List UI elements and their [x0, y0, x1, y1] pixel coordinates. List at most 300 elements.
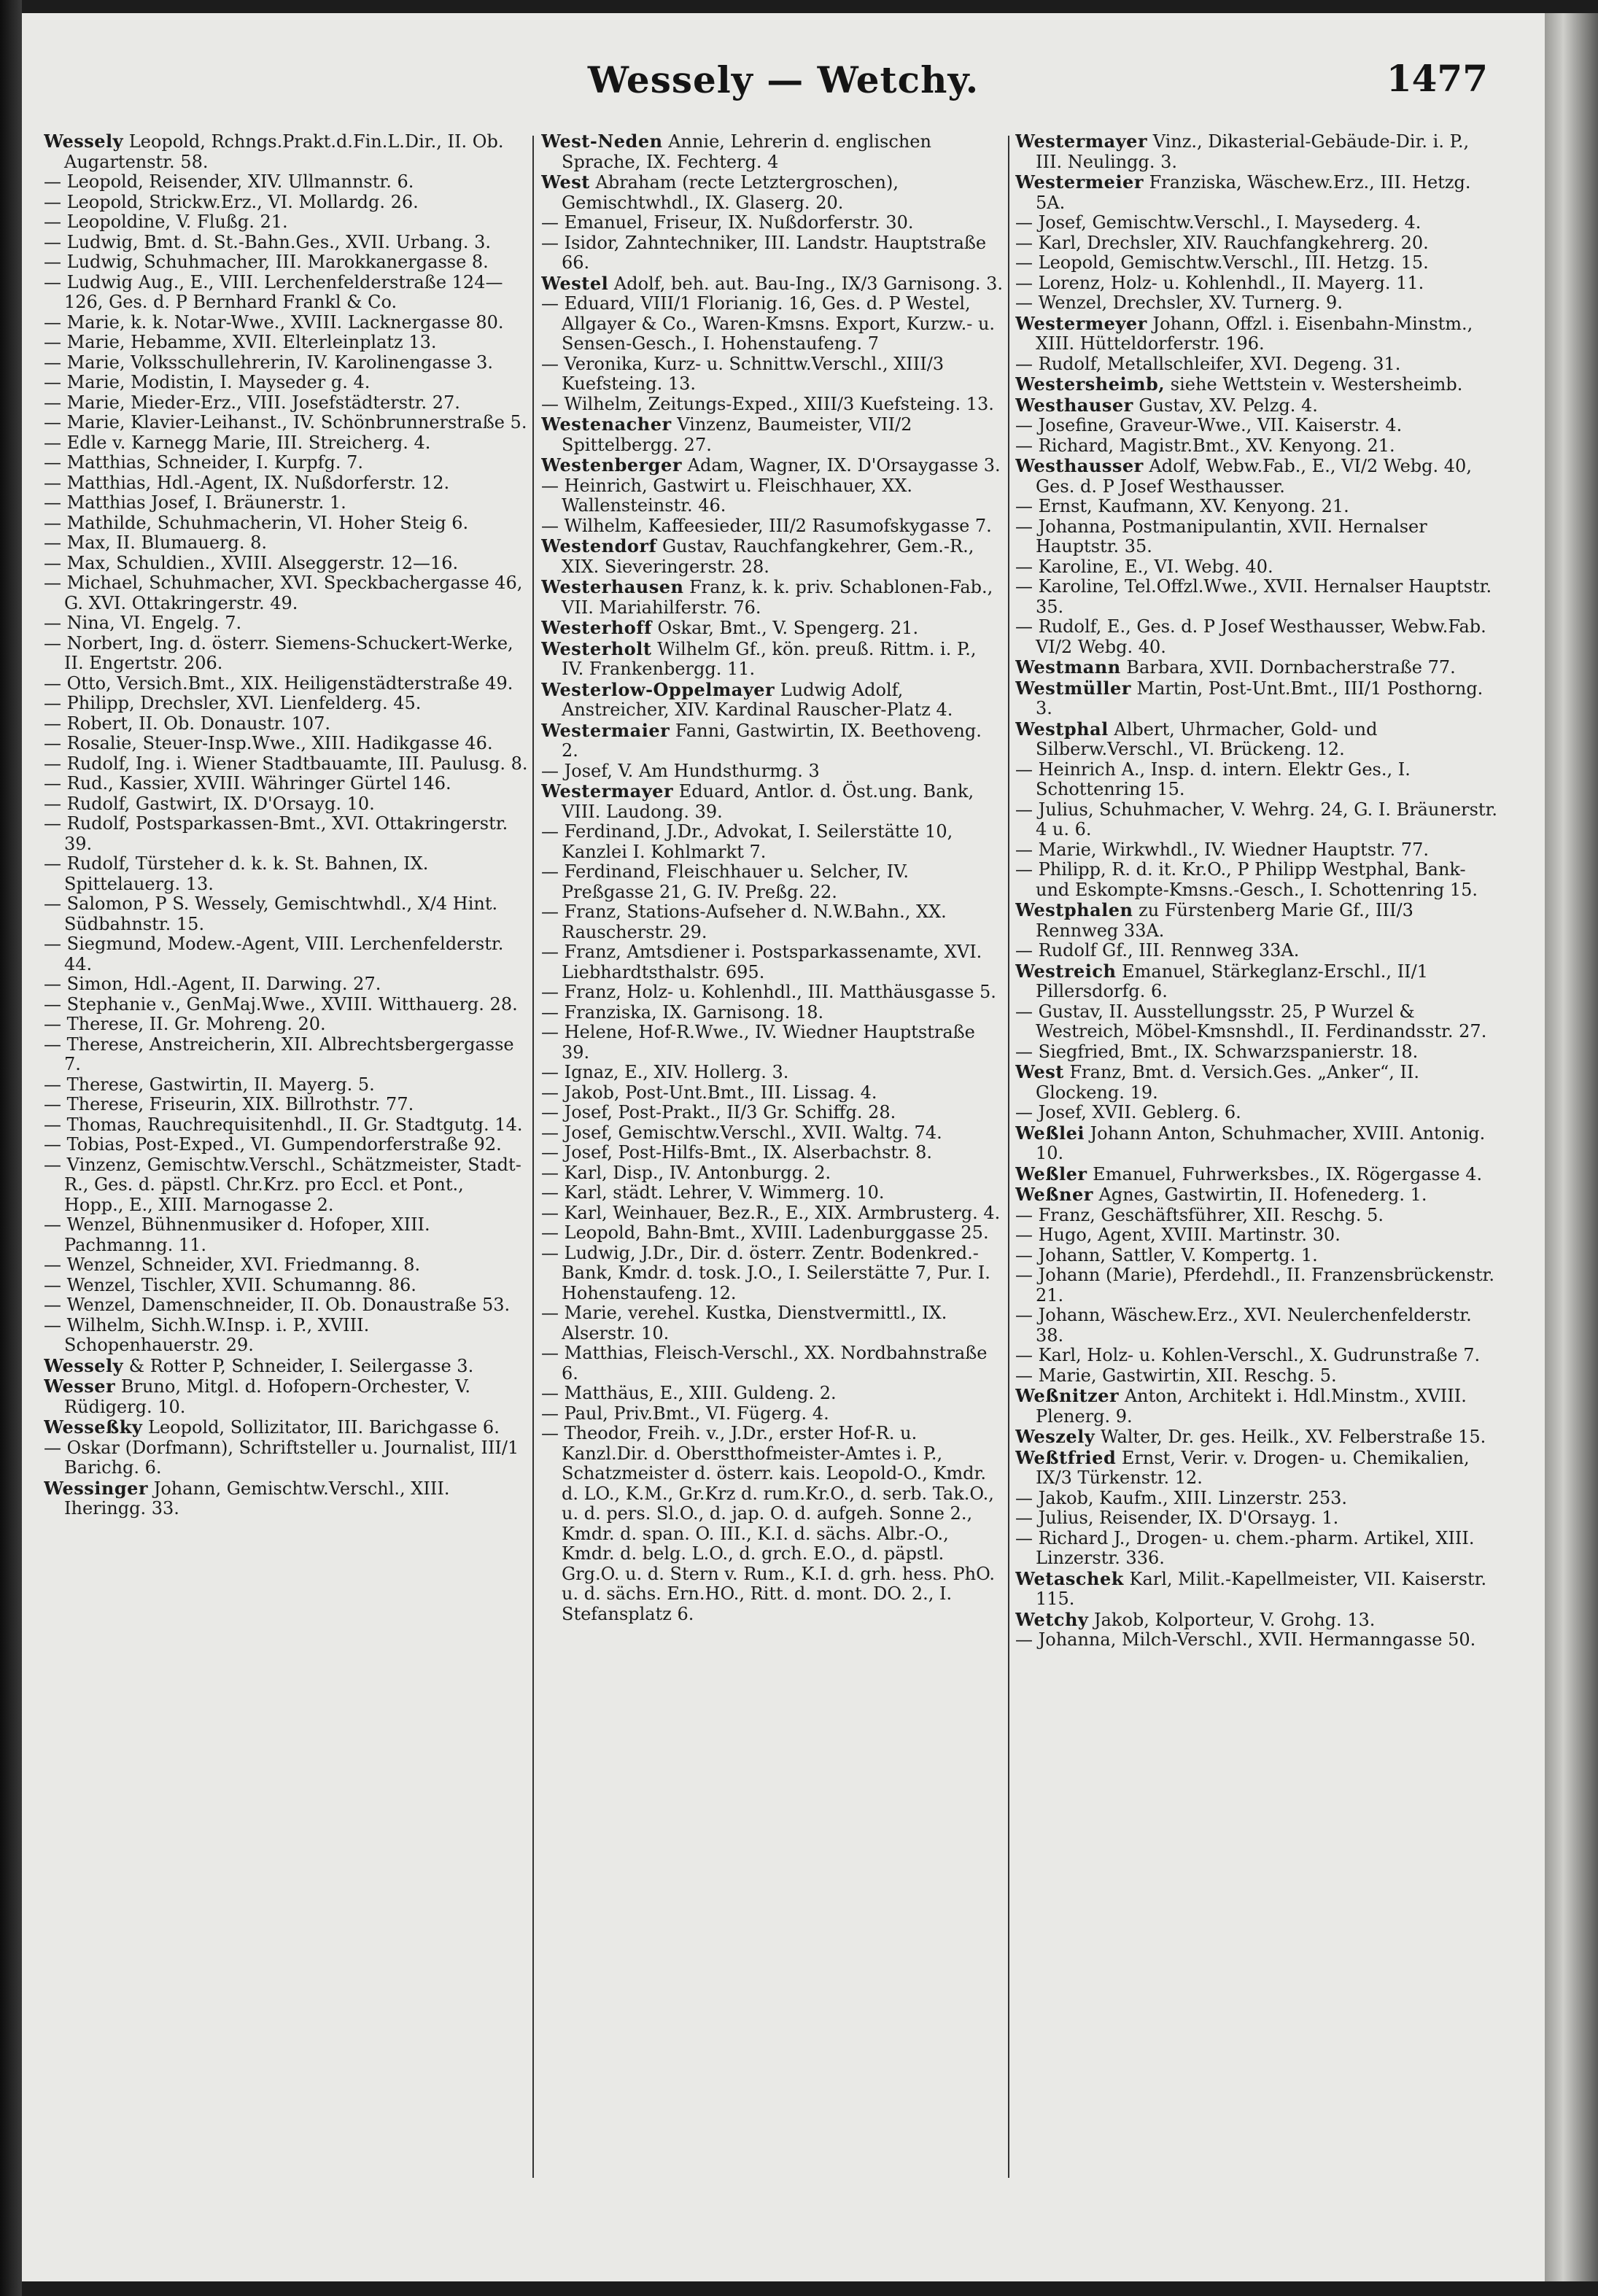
entry-text: — Siegfried, Bmt., IX. Schwarzspanierstr. 18.: [1015, 1041, 1419, 1062]
entry-text: — Gustav, II. Ausstellungsstr. 25, P Wurzel & Westreich, Möbel-Kmsnshdl., II. Ferdinandsstr. 27.: [1015, 1001, 1487, 1042]
entry-text: Johann Anton, Schuhmacher, XVIII. Antonig. 10.: [1036, 1122, 1486, 1163]
entry-text: — Paul, Priv.Bmt., VI. Fügerg. 4.: [541, 1403, 829, 1424]
entry-text: — Wenzel, Bühnenmusiker d. Hofoper, XIII. Pachmanng. 11.: [44, 1214, 430, 1255]
directory-entry: [541, 294, 1004, 354]
directory-entry: [541, 414, 1004, 455]
entry-text: & Rotter P, Schneider, I. Seilergasse 3.: [128, 1355, 474, 1376]
directory-entry: [541, 476, 1004, 516]
directory-entry: [541, 639, 1004, 680]
directory-entry: [44, 1356, 528, 1377]
directory-entry: [1015, 416, 1498, 436]
directory-entry: [541, 1143, 1004, 1163]
directory-entry: [541, 781, 1004, 822]
directory-page: [22, 13, 1545, 2281]
directory-entry: [1015, 274, 1498, 294]
entry-text: Adam, Wagner, IX. D'Orsaygasse 3.: [687, 455, 1001, 476]
directory-entry: [44, 573, 528, 613]
directory-entry: [1015, 1386, 1498, 1427]
entry-text: — Therese, II. Gr. Mohreng. 20.: [44, 1014, 326, 1034]
surname-heading: Westerlow-Oppelmayer: [541, 678, 775, 700]
entry-text: — Marie, Hebamme, XVII. Elterleinplatz 13.: [44, 332, 437, 352]
directory-entry: [1015, 1103, 1498, 1123]
entry-text: — Ernst, Kaufmann, XV. Kenyong. 21.: [1015, 496, 1349, 516]
directory-entry: [541, 1183, 1004, 1203]
directory-entry: [541, 1083, 1004, 1104]
directory-entry: [1015, 233, 1498, 254]
directory-entry: [1015, 1265, 1498, 1306]
entry-text: Emanuel, Stärkeglanz-Erschl., II/1 Pillersdorfg. 6.: [1036, 961, 1429, 1001]
page-edge: [1545, 13, 1598, 2281]
directory-entry: [1015, 1184, 1498, 1206]
directory-entry: [541, 577, 1004, 618]
directory-entry: [44, 131, 528, 172]
entry-text: — Karl, Disp., IV. Antonburgg. 2.: [541, 1162, 831, 1183]
directory-entry: [44, 172, 528, 193]
directory-entry: [1015, 800, 1498, 840]
directory-entry: [44, 734, 528, 754]
entry-text: — Wenzel, Damenschneider, II. Ob. Donaustraße 53.: [44, 1295, 511, 1315]
entry-text: — Norbert, Ing. d. österr. Siemens-Schuckert-Werke, II. Engertstr. 206.: [44, 632, 513, 673]
directory-entry: [1015, 1042, 1498, 1063]
entry-text: siehe Wettstein v. Westersheimb.: [1170, 374, 1463, 395]
directory-entry: [44, 353, 528, 373]
entry-text: — Hugo, Agent, XVIII. Martinstr. 30.: [1015, 1225, 1341, 1245]
directory-entry: [44, 1075, 528, 1095]
entry-text: Vinzenz, Baumeister, VII/2 Spittelbergg. 27.: [562, 414, 912, 455]
directory-entry: [541, 761, 1004, 782]
entry-text: — Emanuel, Friseur, IX. Nußdorferstr. 30.: [541, 212, 914, 233]
entry-text: Adolf, beh. aut. Bau-Ing., IX/3 Garnisong. 3.: [613, 273, 1004, 294]
entry-text: — Marie, k. k. Notar-Wwe., XVIII. Lacknergasse 80.: [44, 311, 504, 333]
surname-heading: Westel: [541, 272, 609, 294]
entry-text: — Therese, Friseurin, XIX. Billrothstr. 77.: [44, 1094, 414, 1114]
surname-heading: Westermayer: [541, 780, 674, 802]
directory-entry: [44, 554, 528, 574]
directory-entry: [44, 934, 528, 974]
directory-entry: [541, 536, 1004, 577]
surname-heading: Weszely: [1015, 1426, 1095, 1447]
directory-entry: [1015, 497, 1498, 517]
directory-entry: [44, 1115, 528, 1136]
entry-text: — Julius, Reisender, IX. D'Orsayg. 1.: [1015, 1508, 1339, 1528]
entry-text: Leopold, Sollizitator, III. Barichgasse 6.: [148, 1417, 500, 1438]
book-spine-shadow: [0, 0, 22, 2296]
directory-entry: [44, 774, 528, 794]
directory-entry: [44, 1035, 528, 1075]
surname-heading: Westermayer: [1015, 131, 1148, 152]
directory-entry: [44, 814, 528, 854]
entry-text: — Leopold, Strickw.Erz., VI. Mollardg. 26.: [44, 191, 419, 212]
directory-entry: [44, 1316, 528, 1356]
directory-entry: [1015, 1630, 1498, 1651]
directory-entry: [44, 1155, 528, 1216]
entry-text: — Salomon, P S. Wessely, Gemischtwhdl., X/4 Hint. Südbahnstr. 15.: [44, 893, 498, 934]
directory-entry: [44, 1417, 528, 1438]
surname-heading: Westersheimb,: [1015, 373, 1165, 395]
directory-entry: [541, 354, 1004, 395]
entry-text: — Josefine, Graveur-Wwe., VII. Kaiserstr. 4.: [1015, 415, 1403, 435]
directory-entry: [44, 1438, 528, 1478]
directory-entry: [541, 618, 1004, 639]
directory-entry: [541, 721, 1004, 761]
directory-entry: [541, 822, 1004, 862]
entry-text: — Rud., Kassier, XVIII. Währinger Gürtel 146.: [44, 773, 451, 794]
surname-heading: Wesseßky: [44, 1416, 143, 1438]
directory-entry: [44, 453, 528, 473]
entry-text: — Josef, Gemischtw.Verschl., XVII. Waltg. 74.: [541, 1122, 942, 1143]
entry-text: Franz, Bmt. d. Versich.Ges. „Anker“, II. Glockeng. 19.: [1036, 1062, 1420, 1103]
surname-heading: Weßler: [1015, 1163, 1087, 1184]
entry-text: — Isidor, Zahntechniker, III. Landstr. Hauptstraße 66.: [541, 232, 987, 273]
directory-entry: [541, 1343, 1004, 1384]
directory-entry: [541, 1103, 1004, 1123]
entry-text: Johann, Gemischtw.Verschl., XIII. Iheringg. 33.: [64, 1478, 450, 1519]
directory-entry: [541, 172, 1004, 213]
entry-text: Abraham (recte Letztergroschen), Gemischtwhdl., IX. Glaserg. 20.: [562, 172, 899, 213]
directory-entry: [1015, 213, 1498, 233]
entry-text: Barbara, XVII. Dornbacherstraße 77.: [1126, 657, 1456, 678]
directory-entry: [44, 373, 528, 393]
entry-text: — Wilhelm, Sichh.W.Insp. i. P., XVIII. Schopenhauerstr. 29.: [44, 1314, 370, 1355]
directory-entry: [541, 680, 1004, 721]
directory-entry: [44, 212, 528, 233]
directory-entry: [44, 333, 528, 353]
entry-text: — Ludwig Aug., E., VIII. Lerchenfelderstraße 124—126, Ges. d. P Bernhard Frankl & Co.: [44, 271, 503, 312]
entry-text: — Philipp, R. d. it. Kr.O., P Philipp Westphal, Bank- und Eskompte-Kmsns.-Gesch., I. Schottenring 15.: [1015, 859, 1478, 900]
surname-heading: Wessely: [44, 131, 124, 152]
entry-text: — Richard, Magistr.Bmt., XV. Kenyong. 21.: [1015, 435, 1395, 456]
entry-text: — Rudolf, Postsparkassen-Bmt., XVI. Ottakringerstr. 39.: [44, 813, 508, 854]
entry-text: — Leopoldine, V. Flußg. 21.: [44, 212, 288, 232]
entry-text: Ernst, Verir. v. Drogen- u. Chemikalien, IX/3 Türkenstr. 12.: [1036, 1447, 1470, 1488]
directory-entry: [541, 455, 1004, 476]
directory-entry: [1015, 1206, 1498, 1226]
surname-heading: Westreich: [1015, 960, 1117, 982]
entry-text: — Johanna, Milch-Verschl., XVII. Hermanngasse 50.: [1015, 1629, 1476, 1650]
directory-entry: [541, 395, 1004, 415]
directory-entry: [44, 493, 528, 513]
entry-text: — Wenzel, Schneider, XVI. Friedmanng. 8.: [44, 1254, 421, 1275]
surname-heading: Westerhoff: [541, 617, 652, 638]
surname-heading: Westermeyer: [1015, 312, 1147, 334]
directory-entry: [541, 213, 1004, 233]
directory-entry: [1015, 1427, 1498, 1448]
entry-text: — Ludwig, J.Dr., Dir. d. österr. Zentr. Bodenkred.-Bank, Kmdr. d. tosk. J.O., I. Seilerstätte 7, Pur. I. Hohenstaufeng. 12.: [541, 1242, 990, 1303]
entry-text: Oskar, Bmt., V. Spengerg. 21.: [657, 618, 919, 638]
entry-text: — Marie, Modistin, I. Mayseder g. 4.: [44, 372, 371, 392]
directory-entry: [44, 473, 528, 494]
directory-entry: [1015, 1508, 1498, 1529]
surname-heading: Westermaier: [541, 719, 670, 741]
directory-entry: [541, 1003, 1004, 1023]
directory-entry: [541, 1123, 1004, 1144]
directory-entry: [541, 1023, 1004, 1063]
directory-entry: [541, 1404, 1004, 1424]
entry-text: — Franziska, IX. Garnisong. 18.: [541, 1001, 824, 1023]
surname-heading: Weßnitzer: [1015, 1385, 1120, 1406]
entry-text: — Robert, II. Ob. Donaustr. 107.: [44, 713, 331, 734]
directory-entry: [1015, 1346, 1498, 1366]
directory-entry: [44, 313, 528, 333]
entry-text: Wilhelm Gf., kön. preuß. Rittm. i. P., IV. Frankenbergg. 11.: [562, 638, 977, 679]
entry-text: — Julius, Schuhmacher, V. Wehrg. 24, G. I. Bräunerstr. 4 u. 6.: [1015, 799, 1498, 839]
directory-entry: [44, 974, 528, 995]
entry-text: — Karl, Holz- u. Kohlen-Verschl., X. Gudrunstraße 7.: [1015, 1345, 1481, 1365]
entry-text: — Karl, Drechsler, XIV. Rauchfangkehrerg. 20.: [1015, 232, 1429, 253]
page-number: 1477: [1386, 57, 1488, 100]
directory-entry: [1015, 456, 1498, 497]
directory-entry: [44, 1276, 528, 1296]
entry-text: — Oskar (Dorfmann), Schriftsteller u. Journalist, III/1 Barichg. 6.: [44, 1437, 519, 1478]
surname-heading: Westendorf: [541, 535, 657, 556]
entry-text: — Rosalie, Steuer-Insp.Wwe., XIII. Hadikgasse 46.: [44, 733, 493, 753]
directory-entry: [44, 193, 528, 213]
entry-text: — Matthäus, E., XIII. Guldeng. 2.: [541, 1383, 837, 1403]
entry-text: Martin, Post-Unt.Bmt., III/1 Posthorng. 3.: [1036, 678, 1483, 718]
directory-entry: [1015, 1569, 1498, 1610]
directory-entry: [1015, 678, 1498, 719]
entry-text: — Josef, V. Am Hundsthurmg. 3: [541, 760, 820, 781]
directory-entry: [1015, 1448, 1498, 1489]
surname-heading: Wetaschek: [1015, 1567, 1124, 1589]
directory-entry: [44, 1255, 528, 1276]
entry-text: — Leopold, Bahn-Bmt., XVIII. Ladenburggasse 25.: [541, 1222, 989, 1243]
entry-text: — Michael, Schuhmacher, XVI. Speckbachergasse 46, G. XVI. Ottakringerstr. 49.: [44, 573, 523, 613]
entry-text: — Leopold, Gemischtw.Verschl., III. Hetzg. 15.: [1015, 252, 1429, 273]
entry-text: Johann, Offzl. i. Eisenbahn-Minstm., XIII. Hütteldorferstr. 196.: [1036, 313, 1473, 354]
entry-text: Walter, Dr. ges. Heilk., XV. Felberstraße 15.: [1100, 1427, 1486, 1447]
entry-text: — Richard J., Drogen- u. chem.-pharm. Artikel, XIII. Linzerstr. 336.: [1015, 1527, 1475, 1568]
directory-entry: [44, 513, 528, 534]
entry-text: — Helene, Hof-R.Wwe., IV. Wiedner Hauptstraße 39.: [541, 1022, 975, 1063]
surname-heading: Westerholt: [541, 637, 652, 659]
directory-entry: [44, 433, 528, 454]
entry-text: Emanuel, Fuhrwerksbes., IX. Rögergasse 4.: [1093, 1163, 1483, 1184]
directory-entry: [541, 862, 1004, 902]
directory-entry: [44, 1015, 528, 1035]
entry-text: — Heinrich A., Insp. d. intern. Elektr Ges., I. Schottenring 15.: [1015, 759, 1411, 799]
surname-heading: Westermeier: [1015, 171, 1144, 193]
entry-text: — Rudolf, Ing. i. Wiener Stadtbauamte, III. Paulusg. 8.: [44, 753, 528, 774]
directory-entry: [44, 714, 528, 734]
entry-text: — Wilhelm, Zeitungs-Exped., XIII/3 Kuefsteing. 13.: [541, 393, 994, 414]
directory-entry: [541, 516, 1004, 537]
directory-entry: [1015, 1489, 1498, 1509]
directory-entry: [44, 1215, 528, 1255]
entry-text: — Matthias, Hdl.-Agent, IX. Nußdorferstr. 12.: [44, 472, 450, 493]
column-3: [1015, 131, 1498, 2195]
entry-text: — Rudolf Gf., III. Rennweg 33A.: [1015, 940, 1300, 961]
directory-entry: [1015, 719, 1498, 760]
directory-entry: [1015, 395, 1498, 416]
entry-text: Anton, Architekt i. Hdl.Minstm., XVIII. Plenerg. 9.: [1036, 1386, 1467, 1427]
surname-heading: Weßlei: [1015, 1122, 1085, 1144]
entry-text: — Otto, Versich.Bmt., XIX. Heiligenstädterstraße 49.: [44, 672, 513, 694]
directory-entry: [541, 1203, 1004, 1224]
entry-text: Gustav, Rauchfangkehrer, Gem.-R., XIX. Sieveringerstr. 28.: [562, 536, 974, 577]
directory-entry: [1015, 900, 1498, 941]
directory-entry: [541, 1244, 1004, 1304]
entry-text: Vinz., Dikasterial-Gebäude-Dir. i. P., III. Neulingg. 3.: [1036, 131, 1470, 172]
directory-entry: [1015, 941, 1498, 961]
surname-heading: Westenacher: [541, 414, 672, 435]
entry-text: — Rudolf, Türsteher d. k. k. St. Bahnen, IX. Spittelauerg. 13.: [44, 853, 429, 894]
surname-heading: Weßtfried: [1015, 1446, 1117, 1468]
entry-text: — Franz, Geschäftsführer, XII. Reschg. 5.: [1015, 1204, 1384, 1225]
directory-entry: [1015, 314, 1498, 354]
directory-entry: [1015, 760, 1498, 800]
surname-heading: Westphal: [1015, 718, 1109, 740]
entry-text: Fanni, Gastwirtin, IX. Beethoveng. 2.: [562, 720, 982, 761]
directory-entry: [541, 942, 1004, 982]
directory-entry: [1015, 1123, 1498, 1164]
surname-heading: Westmüller: [1015, 677, 1131, 699]
column-divider: [1008, 136, 1009, 2178]
directory-entry: [1015, 374, 1498, 395]
directory-entry: [1015, 1610, 1498, 1631]
entry-text: — Marie, Gastwirtin, XII. Reschg. 5.: [1015, 1365, 1337, 1386]
directory-entry: [44, 1095, 528, 1115]
entry-text: — Ludwig, Schuhmacher, III. Marokkanergasse 8.: [44, 252, 489, 272]
directory-entry: [541, 1424, 1004, 1624]
entry-text: — Karoline, E., VI. Webg. 40.: [1015, 556, 1273, 577]
entry-text: Bruno, Mitgl. d. Hofopern-Orchester, V. Rüdigerg. 10.: [64, 1376, 470, 1417]
entry-text: — Rudolf, Gastwirt, IX. D'Orsayg. 10.: [44, 793, 375, 814]
directory-entry: [541, 1303, 1004, 1343]
entry-text: — Josef, XVII. Geblerg. 6.: [1015, 1102, 1241, 1122]
directory-entry: [1015, 657, 1498, 678]
entry-text: Ludwig Adolf, Anstreicher, XIV. Kardinal Rauscher-Platz 4.: [562, 679, 953, 720]
surname-heading: West-Neden: [541, 131, 663, 152]
surname-heading: West: [1015, 1061, 1064, 1082]
page-title: Wessely — Wetchy.: [587, 58, 980, 101]
entry-text: — Matthias, Fleisch-Verschl., XX. Nordbahnstraße 6.: [541, 1343, 988, 1384]
entry-text: — Therese, Gastwirtin, II. Mayerg. 5.: [44, 1074, 375, 1095]
directory-entry: [44, 1376, 528, 1417]
entry-text: — Josef, Gemischtw.Verschl., I. Maysederg. 4.: [1015, 212, 1421, 233]
entry-text: — Josef, Post-Hilfs-Bmt., IX. Alserbachstr. 8.: [541, 1142, 933, 1163]
directory-entry: [44, 1478, 528, 1519]
directory-entry: [1015, 840, 1498, 861]
directory-entry: [1015, 293, 1498, 314]
entry-text: Adolf, Webw.Fab., E., VI/2 Webg. 40, Ges. d. P Josef Westhausser.: [1036, 456, 1472, 497]
surname-heading: Westhausser: [1015, 455, 1144, 476]
entry-text: — Leopold, Reisender, XIV. Ullmannstr. 6.: [44, 171, 414, 192]
surname-heading: Westphalen: [1015, 899, 1133, 920]
directory-entry: [1015, 961, 1498, 1002]
directory-entry: [1015, 436, 1498, 457]
surname-heading: Wetchy: [1015, 1608, 1089, 1630]
directory-entry: [1015, 1002, 1498, 1042]
directory-entry: [1015, 517, 1498, 557]
entry-text: — Marie, Wirkwhdl., IV. Wiedner Hauptstr. 77.: [1015, 839, 1430, 860]
directory-entry: [44, 273, 528, 313]
directory-entry: [541, 233, 1004, 274]
entry-text: — Matthias, Schneider, I. Kurpfg. 7.: [44, 452, 363, 473]
column-2: [541, 131, 1004, 2195]
directory-entry: [44, 894, 528, 934]
directory-entry: [1015, 1366, 1498, 1386]
entry-text: — Franz, Stations-Aufseher d. N.W.Bahn., XX. Rauscherstr. 29.: [541, 901, 947, 942]
directory-entry: [1015, 1164, 1498, 1185]
directory-entry: [1015, 1225, 1498, 1246]
entry-text: — Edle v. Karnegg Marie, III. Streicherg. 4.: [44, 432, 431, 453]
entry-text: — Eduard, VIII/1 Florianig. 16, Ges. d. P Westel, Allgayer & Co., Waren-Kmsns. Export, Kurzw.- u. Sensen-Gesch., I. Hohenstaufeng. 7: [541, 293, 996, 354]
directory-entry: [44, 694, 528, 714]
directory-entry: [541, 131, 1004, 172]
entry-text: — Josef, Post-Prakt., II/3 Gr. Schiffg. 28.: [541, 1102, 896, 1122]
entry-text: zu Fürstenberg Marie Gf., III/3 Rennweg 33A.: [1036, 900, 1413, 941]
entry-text: — Marie, Volksschullehrerin, IV. Karolinengasse 3.: [44, 352, 493, 373]
entry-text: — Stephanie v., GenMaj.Wwe., XVIII. Witthauerg. 28.: [44, 993, 518, 1015]
directory-entry: [541, 982, 1004, 1003]
entry-text: — Simon, Hdl.-Agent, II. Darwing. 27.: [44, 974, 381, 994]
entry-text: — Karl, Weinhauer, Bez.R., E., XIX. Armbrusterg. 4.: [541, 1202, 1001, 1223]
entry-text: — Vinzenz, Gemischtw.Verschl., Schätzmeister, Stadt-R., Ges. d. päpstl. Chr.Krz. pro Eccl. et Pont., Hopp., E., XIII. Marnogasse 2.: [44, 1154, 521, 1215]
directory-entry: [1015, 617, 1498, 657]
directory-entry: [1015, 253, 1498, 274]
directory-entry: [1015, 1306, 1498, 1346]
entry-text: — Ferdinand, J.Dr., Advokat, I. Seilerstätte 10, Kanzlei I. Kohlmarkt 7.: [541, 821, 953, 862]
entry-text: — Wenzel, Tischler, XVII. Schumanng. 86.: [44, 1274, 416, 1295]
entry-text: — Philipp, Drechsler, XVI. Lienfelderg. 45.: [44, 693, 422, 713]
entry-text: — Karl, städt. Lehrer, V. Wimmerg. 10.: [541, 1182, 885, 1203]
surname-heading: Westerhausen: [541, 576, 684, 597]
directory-entry: [44, 233, 528, 253]
directory-entry: [1015, 1246, 1498, 1266]
directory-entry: [44, 634, 528, 674]
column-1: [44, 131, 528, 2195]
directory-entry: [44, 754, 528, 775]
entry-text: — Tobias, Post-Exped., VI. Gumpendorferstraße 92.: [44, 1134, 502, 1155]
entry-text: — Johann, Sattler, V. Kompertg. 1.: [1015, 1244, 1318, 1265]
entry-text: — Wenzel, Drechsler, XV. Turnerg. 9.: [1015, 292, 1343, 313]
directory-entry: [1015, 577, 1498, 617]
entry-text: Gustav, XV. Pelzg. 4.: [1139, 395, 1318, 416]
directory-entry: [44, 413, 528, 433]
entry-text: — Karoline, Tel.Offzl.Wwe., XVII. Hernalser Hauptstr. 35.: [1015, 576, 1492, 617]
surname-heading: Wesser: [44, 1376, 116, 1397]
entry-text: — Johann (Marie), Pferdehdl., II. Franzensbrückenstr. 21.: [1015, 1265, 1494, 1306]
entry-text: Eduard, Antlor. d. Öst.ung. Bank, VIII. Laudong. 39.: [562, 781, 974, 822]
directory-entry: [1015, 172, 1498, 213]
entry-text: — Theodor, Freih. v., J.Dr., erster Hof-R. u. Kanzl.Dir. d. Oberstthofmeister-Amtes i. P., Schatzmeister d. österr. kais. Leopold-O., Kmdr. d. LO., K.M., Gr.Krz d. rum.Kr.O., d. serb. Tak.O., u. d. pers. Sl.O., d. jap. O. d. aufgeh. Sonne 2., Kmdr. d. span. O. III., K.I. d. sächs. Albr.-O., Kmdr. d. belg. L.O., d. grch. E.O., d. päpstl. Grg.O. u. d. Stern v. Rum., K.I. d. grh. hess. PhO. u. d. sächs. Ern.HO., Ritt. d. mont. DO. 2., I. Stefansplatz 6.: [541, 1423, 996, 1624]
entry-text: — Veronika, Kurz- u. Schnittw.Verschl., XIII/3 Kuefsteing. 13.: [541, 353, 945, 394]
entry-text: — Jakob, Kaufm., XIII. Linzerstr. 253.: [1015, 1487, 1348, 1508]
entry-text: — Marie, Mieder-Erz., VIII. Josefstädterstr. 27.: [44, 392, 460, 413]
entry-text: — Jakob, Post-Unt.Bmt., III. Lissag. 4.: [541, 1082, 877, 1103]
entry-text: Karl, Milit.-Kapellmeister, VII. Kaiserstr. 115.: [1036, 1568, 1487, 1609]
entry-text: Albert, Uhrmacher, Gold- und Silberw.Verschl., VI. Brückeng. 12.: [1036, 718, 1378, 759]
directory-entry: [1015, 1529, 1498, 1569]
entry-text: Franz, k. k. priv. Schablonen-Fab., VII. Mariahilferstr. 76.: [562, 577, 993, 618]
directory-entry: [541, 274, 1004, 295]
entry-text: — Ignaz, E., XIV. Hollerg. 3.: [541, 1062, 789, 1082]
entry-text: — Johanna, Postmanipulantin, XVII. Hernalser Hauptstr. 35.: [1015, 516, 1427, 556]
directory-entry: [44, 794, 528, 815]
entry-text: Jakob, Kolporteur, V. Grohg. 13.: [1094, 1609, 1376, 1630]
entry-text: — Rudolf, Metallschleifer, XVI. Degeng. 31.: [1015, 353, 1401, 374]
entry-text: — Franz, Holz- u. Kohlenhdl., III. Matthäusgasse 5.: [541, 982, 996, 1002]
directory-entry: [1015, 860, 1498, 900]
entry-text: — Marie, Klavier-Leihanst., IV. Schönbrunnerstraße 5.: [44, 412, 527, 433]
directory-entry: [44, 854, 528, 894]
directory-entry: [44, 393, 528, 414]
entry-text: — Johann, Wäschew.Erz., XVI. Neulerchenfelderstr. 38.: [1015, 1305, 1472, 1346]
entry-text: — Nina, VI. Engelg. 7.: [44, 613, 242, 633]
entry-text: — Lorenz, Holz- u. Kohlenhdl., II. Mayerg. 11.: [1015, 272, 1424, 293]
directory-entry: [1015, 1062, 1498, 1103]
